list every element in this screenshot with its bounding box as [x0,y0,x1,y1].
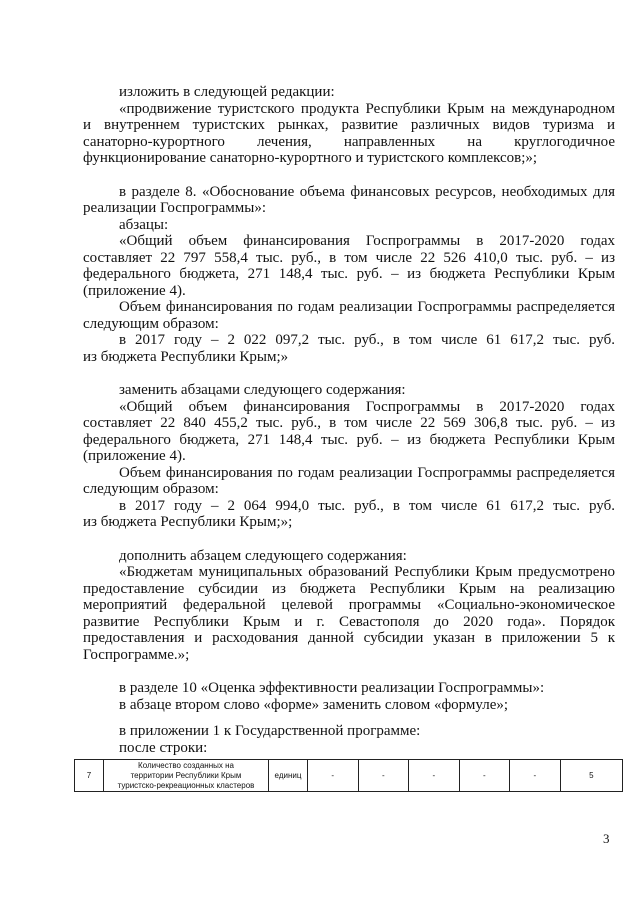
indicator-table [74,759,623,792]
text-line: предоставления и расходования данной субсидии указан в приложении 5 к [83,630,615,646]
text-line: (приложение 4). [83,448,186,464]
text-line: в 2017 году – 2 064 994,0 тыс. руб., в том числе 61 617,2 тыс. руб. [119,497,615,514]
paragraph-old-2017 [83,332,615,365]
document-body [83,84,615,756]
text-line: «Общий объем финансирования Госпрограммы в 2017-2020 годах [119,398,615,415]
text-line: Госпрограмме.»; [83,646,190,663]
text-line: следующим образом: [83,481,219,497]
text-line: из бюджета Республики Крым;»; [83,514,293,530]
paragraph-add: дополнить абзацем следующего содержания: [119,547,407,564]
paragraph-new-2017 [83,498,615,531]
text-line: Объем финансирования по годам реализации Госпрограммы распределяется [119,464,615,481]
indicator-name-line: Количество созданных на [138,760,234,770]
paragraph-old-total [83,233,615,299]
paragraph-old-distribution [83,299,615,332]
paragraph-appendix-1: в приложении 1 к Государственной программе: [119,723,421,739]
paragraph-section-8 [83,184,615,217]
text-line: составляет 22 840 455,2 тыс. руб., в том числе 22 569 306,8 тыс. руб. – из [83,415,615,431]
text-line: «продвижение туристского продукта Республики Крым на международном [119,100,615,117]
text-line: в разделе 8. «Обоснование объема финансовых ресурсов, необходимых для [119,183,615,200]
text-line: составляет 22 797 558,4 тыс. руб., в том числе 22 526 410,0 тыс. руб. – из [83,249,615,266]
paragraph-after-row: после строки: [119,739,208,756]
paragraph-subsidy [83,564,615,663]
paragraph-new-total [83,399,615,465]
indicator-name-line: территории Республики Крым [130,770,242,780]
indicator-name-line: туристско-рекреационных кластеров [117,780,255,790]
value-cell: - [459,760,510,792]
text-line: в 2017 году – 2 022 097,2 тыс. руб., в том числе 61 617,2 тыс. руб. [119,332,615,348]
text-line: реализации Госпрограммы»: [83,200,267,216]
text-line: федерального бюджета, 271 148,4 тыс. руб. – из бюджета Республики Крым [83,431,615,448]
value-cell: - [308,760,359,792]
text-line: функционирование санаторно-курортного и туристского комплексов;»; [83,150,538,166]
paragraph-replace: заменить абзацами следующего содержания: [119,382,406,398]
text-line: мероприятий федеральной целевой программы «Социально-экономическое [83,597,615,613]
paragraph-form-word: в абзаце втором слово «форме» заменить словом «формуле»; [119,696,509,713]
text-line: (приложение 4). [83,282,186,299]
value-cell: - [358,760,409,792]
indicator-name [104,760,269,792]
text-line: санаторно-курортного лечения, направленных на круглогодичное [83,133,615,150]
text-line: Объем финансирования по годам реализации Госпрограммы распределяется [119,299,615,315]
page-number: 3 [603,831,610,846]
text-line: федерального бюджета, 271 148,4 тыс. руб. – из бюджета Республики Крым [83,266,615,282]
paragraph-intro: изложить в следующей редакции: [119,84,335,100]
text-line: «Общий объем финансирования Госпрограммы в 2017-2020 годах [119,233,615,249]
text-line: и внутреннем туристских рынках, развитие различных видов туризма и [83,117,615,133]
row-number: 7 [75,760,104,792]
value-cell: 5 [560,760,622,792]
text-line: предоставление субсидии из бюджета Республики Крым на реализацию [83,580,615,597]
paragraph-quote-goal [83,101,615,167]
value-cell: - [510,760,561,792]
text-line: из бюджета Республики Крым;» [83,348,289,365]
text-line: «Бюджетам муниципальных образований Республики Крым предусмотрено [119,564,615,580]
text-line: следующим образом: [83,315,219,332]
text-line: развитие Республики Крым и г. Севастополя до 2020 года». Порядок [83,613,615,630]
paragraph-abzacy: абзацы: [119,216,169,233]
table-row [75,760,623,792]
value-cell: - [409,760,460,792]
paragraph-new-distribution [83,465,615,498]
paragraph-section-10: в разделе 10 «Оценка эффективности реализации Госпрограммы»: [119,680,545,696]
unit-cell: единиц [269,760,308,792]
